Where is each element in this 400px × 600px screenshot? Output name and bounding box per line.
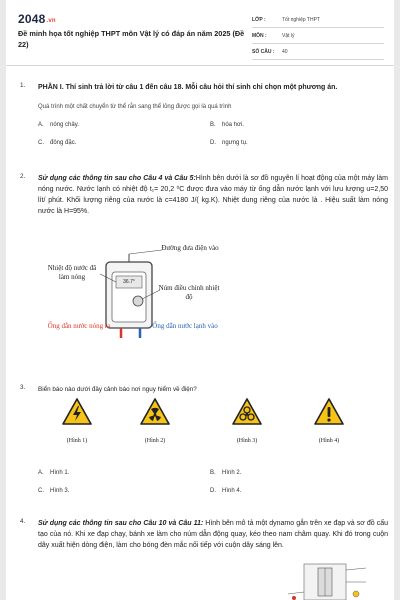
meta-value: Vật lý: [282, 32, 295, 39]
option-a[interactable]: A. nóng chảy.: [38, 122, 79, 128]
sign-caption: (Hình 1): [66, 438, 88, 444]
document-page: [6, 0, 394, 600]
question-text: Sử dụng các thông tin sau cho Câu 10 và Câu 11: Hình bên mô tả một dynamo gắn trên xe đạp và sơ đồ cấu tạo của nó. Khi xe đạp chạy, bánh xe làm cho núm dẫn động quay, kéo theo nam châm quay. Khi đó trong cuộn dây xuất hiện dòng điện, làm cho bóng đèn mắc nối tiếp với cuộn dây sáng lên.: [38, 520, 388, 549]
question-number: 3.: [20, 384, 26, 391]
meta-value: 40: [282, 48, 288, 55]
question-number: 1.: [20, 82, 26, 89]
option-b[interactable]: B. hóa hơi.: [210, 122, 244, 128]
dynamo-diagram: [282, 560, 390, 600]
section-heading: PHẦN I. Thí sinh trả lời từ câu 1 đến câu 18. Mỗi câu hỏi thí sinh chỉ chọn một phương án.: [38, 84, 338, 91]
exam-meta-table: [252, 12, 384, 60]
site-logo[interactable]: [18, 12, 56, 26]
water-heater-diagram: [42, 244, 222, 342]
sign-3[interactable]: [214, 398, 280, 444]
exclamation-warning-icon: [314, 398, 344, 425]
label-hot-temp: Nhiệt độ nước đã làm nóng: [47, 264, 97, 281]
meta-label: MÔN :: [252, 32, 267, 39]
sign-4[interactable]: [296, 398, 362, 444]
meta-row-class: [252, 12, 384, 28]
biohazard-icon: [232, 398, 262, 425]
question-2: [20, 173, 388, 217]
option-a[interactable]: A. Hình 1.: [38, 470, 70, 476]
logo-suffix: .vn: [46, 18, 56, 24]
option-c[interactable]: C. Hình 3.: [38, 488, 70, 494]
question-number: 2.: [20, 173, 26, 180]
sign-caption: (Hình 2): [144, 438, 166, 444]
sign-1[interactable]: [44, 398, 110, 444]
question-text: Sử dụng các thông tin sau cho Câu 4 và Câu 5:Hình bên dưới là sơ đồ nguyên lí hoạt động của một máy làm nóng nước. Nước lạnh có nhiệt độ t₁= 20,2 ⁰C được đưa vào máy từ ống dẫn nước lạnh với lưu lượng u=2,50 lít/ phút. Khối lượng riêng của nước là c=4180 J/( kg.K). Nhiệt dung riêng của nước là . Hiệu suất làm nóng nước là H=95%.: [38, 175, 389, 215]
question-4: [20, 518, 388, 551]
sign-caption: (Hình 4): [318, 438, 340, 444]
sign-2[interactable]: [122, 398, 188, 444]
option-b[interactable]: B. Hình 2.: [210, 470, 242, 476]
label-power-line: Đường đưa điện vào: [161, 244, 219, 252]
question-number: 4.: [20, 518, 26, 525]
question-3: [20, 384, 388, 395]
electric-hazard-icon: [62, 398, 92, 425]
meta-row-subject: [252, 28, 384, 44]
question-text: Biển báo nào dưới đây cảnh báo nơi nguy hiểm về điện?: [38, 386, 197, 393]
warning-signs: [44, 398, 384, 458]
meta-row-count: [252, 44, 384, 60]
question-text: Quá trình một chất chuyển từ thể rắn sang thể lỏng được gọi là quá trình: [38, 104, 232, 110]
meta-label: SỐ CÂU :: [252, 48, 275, 55]
document-header: [6, 0, 394, 66]
sign-caption: (Hình 3): [236, 438, 258, 444]
radiation-hazard-icon: [140, 398, 170, 425]
question-1: [20, 82, 388, 146]
option-c[interactable]: C. đông đặc.: [38, 140, 77, 146]
label-knob: Núm điều chỉnh nhiệt độ: [158, 284, 220, 301]
meta-value: Tốt nghiệp THPT: [282, 16, 320, 23]
option-d[interactable]: D. ngưng tụ.: [210, 140, 248, 146]
logo-text: 2048: [18, 12, 46, 26]
exam-title: Đề minh họa tốt nghiệp THPT môn Vật lý có đáp án năm 2025 (Đề 22): [18, 29, 245, 49]
label-cold-in: Ống dẫn nước lạnh vào: [152, 322, 218, 330]
meta-label: LỚP :: [252, 16, 266, 23]
dynamo-illustration: [282, 560, 390, 600]
answer-options: [38, 470, 388, 494]
option-d[interactable]: D. Hình 4.: [210, 488, 242, 494]
temperature-display: 36.7°: [123, 279, 135, 285]
answer-options: [38, 122, 388, 146]
label-hot-out: Ống dẫn nước nóng ra: [47, 322, 111, 330]
